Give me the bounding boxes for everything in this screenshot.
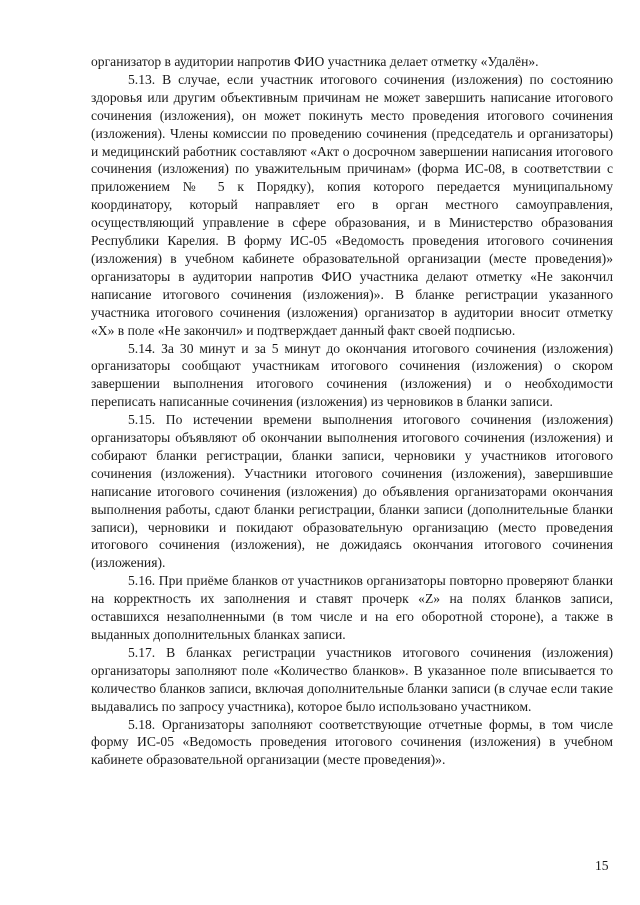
paragraph-5-14: 5.14. За 30 минут и за 5 минут до окончания итогового сочинения (изложения) организаторы сообщают участникам итогового сочинения (изложения) о скором завершении выполнения итогового сочинения (изложения) и о необходимости переписать написанные сочинения (изложения) из черновиков в бланки записи. xyxy=(91,340,613,410)
paragraph-continuation: организатор в аудитории напротив ФИО участника делает отметку «Удалён». xyxy=(91,54,539,69)
paragraph-5-13: 5.13. В случае, если участник итогового сочинения (изложения) по состоянию здоровья или другим объективным причинам не может завершить написание итогового сочинения (изложения), он может покинуть место проведения итогового сочинения (изложения). Члены комиссии по проведению сочинения (председатель и организаторы) и медицинский работник составляют «Акт о досрочном завершении написания итогового сочинения (изложения) по уважительным причинам» (форма ИС-08, в соответствии с приложением № 5 к Порядку), копия которого передается муниципальному координатору, который направляет его в орган местного самоуправления, осуществляющий управление в сфере образования, и в Министерство образования Республики Карелия. В форму ИС-05 «Ведомость проведения итогового сочинения (изложения) в учебном кабинете образовательной организации (месте проведения)» организаторы в аудитории напротив ФИО участника делают отметку «Не закончил написание итогового сочинения (изложения)». В бланке регистрации указанного участника итогового сочинения (изложения) организатор в аудитории вносит отметку «Х» в поле «Не закончил» и подтверждает данный факт своей подписью. xyxy=(91,71,613,338)
paragraph-5-15: 5.15. По истечении времени выполнения итогового сочинения (изложения) организаторы объявляют об окончании выполнения итогового сочинения (изложения) и собирают бланки регистрации, бланки записи, черновики у участников итогового сочинения (изложения). Участники итогового сочинения (изложения), завершившие написание итогового сочинения (изложения) до объявления организаторами окончания выполнения работы, сдают бланки регистрации, бланки записи (дополнительные бланки записи), черновики и покидают образовательную организацию (место проведения итогового сочинения (изложения), не дожидаясь окончания итогового сочинения (изложения). xyxy=(91,412,613,571)
paragraph-5-17: 5.17. В бланках регистрации участников итогового сочинения (изложения) организаторы заполняют поле «Количество бланков». В указанное поле вписывается то количество бланков записи, включая дополнительные бланки записи (в случае если такие выдавались по запросу участника), которое было использовано участником. xyxy=(91,644,613,714)
page-number: 15 xyxy=(595,858,609,873)
paragraph-5-16: 5.16. При приёме бланков от участников организаторы повторно проверяют бланки на корректность их заполнения и ставят прочерк «Z» на полях бланков записи, оставшихся незаполненными (в том числе и на его оборотной стороне), а также в выданных дополнительных бланках записи. xyxy=(91,573,613,642)
paragraph-5-18: 5.18. Организаторы заполняют соответствующие отчетные формы, в том числе форму ИС-05 «Ведомость проведения итогового сочинения (изложения) в учебном кабинете образовательной организации (месте проведения)». xyxy=(91,716,613,768)
body-text xyxy=(91,53,613,769)
